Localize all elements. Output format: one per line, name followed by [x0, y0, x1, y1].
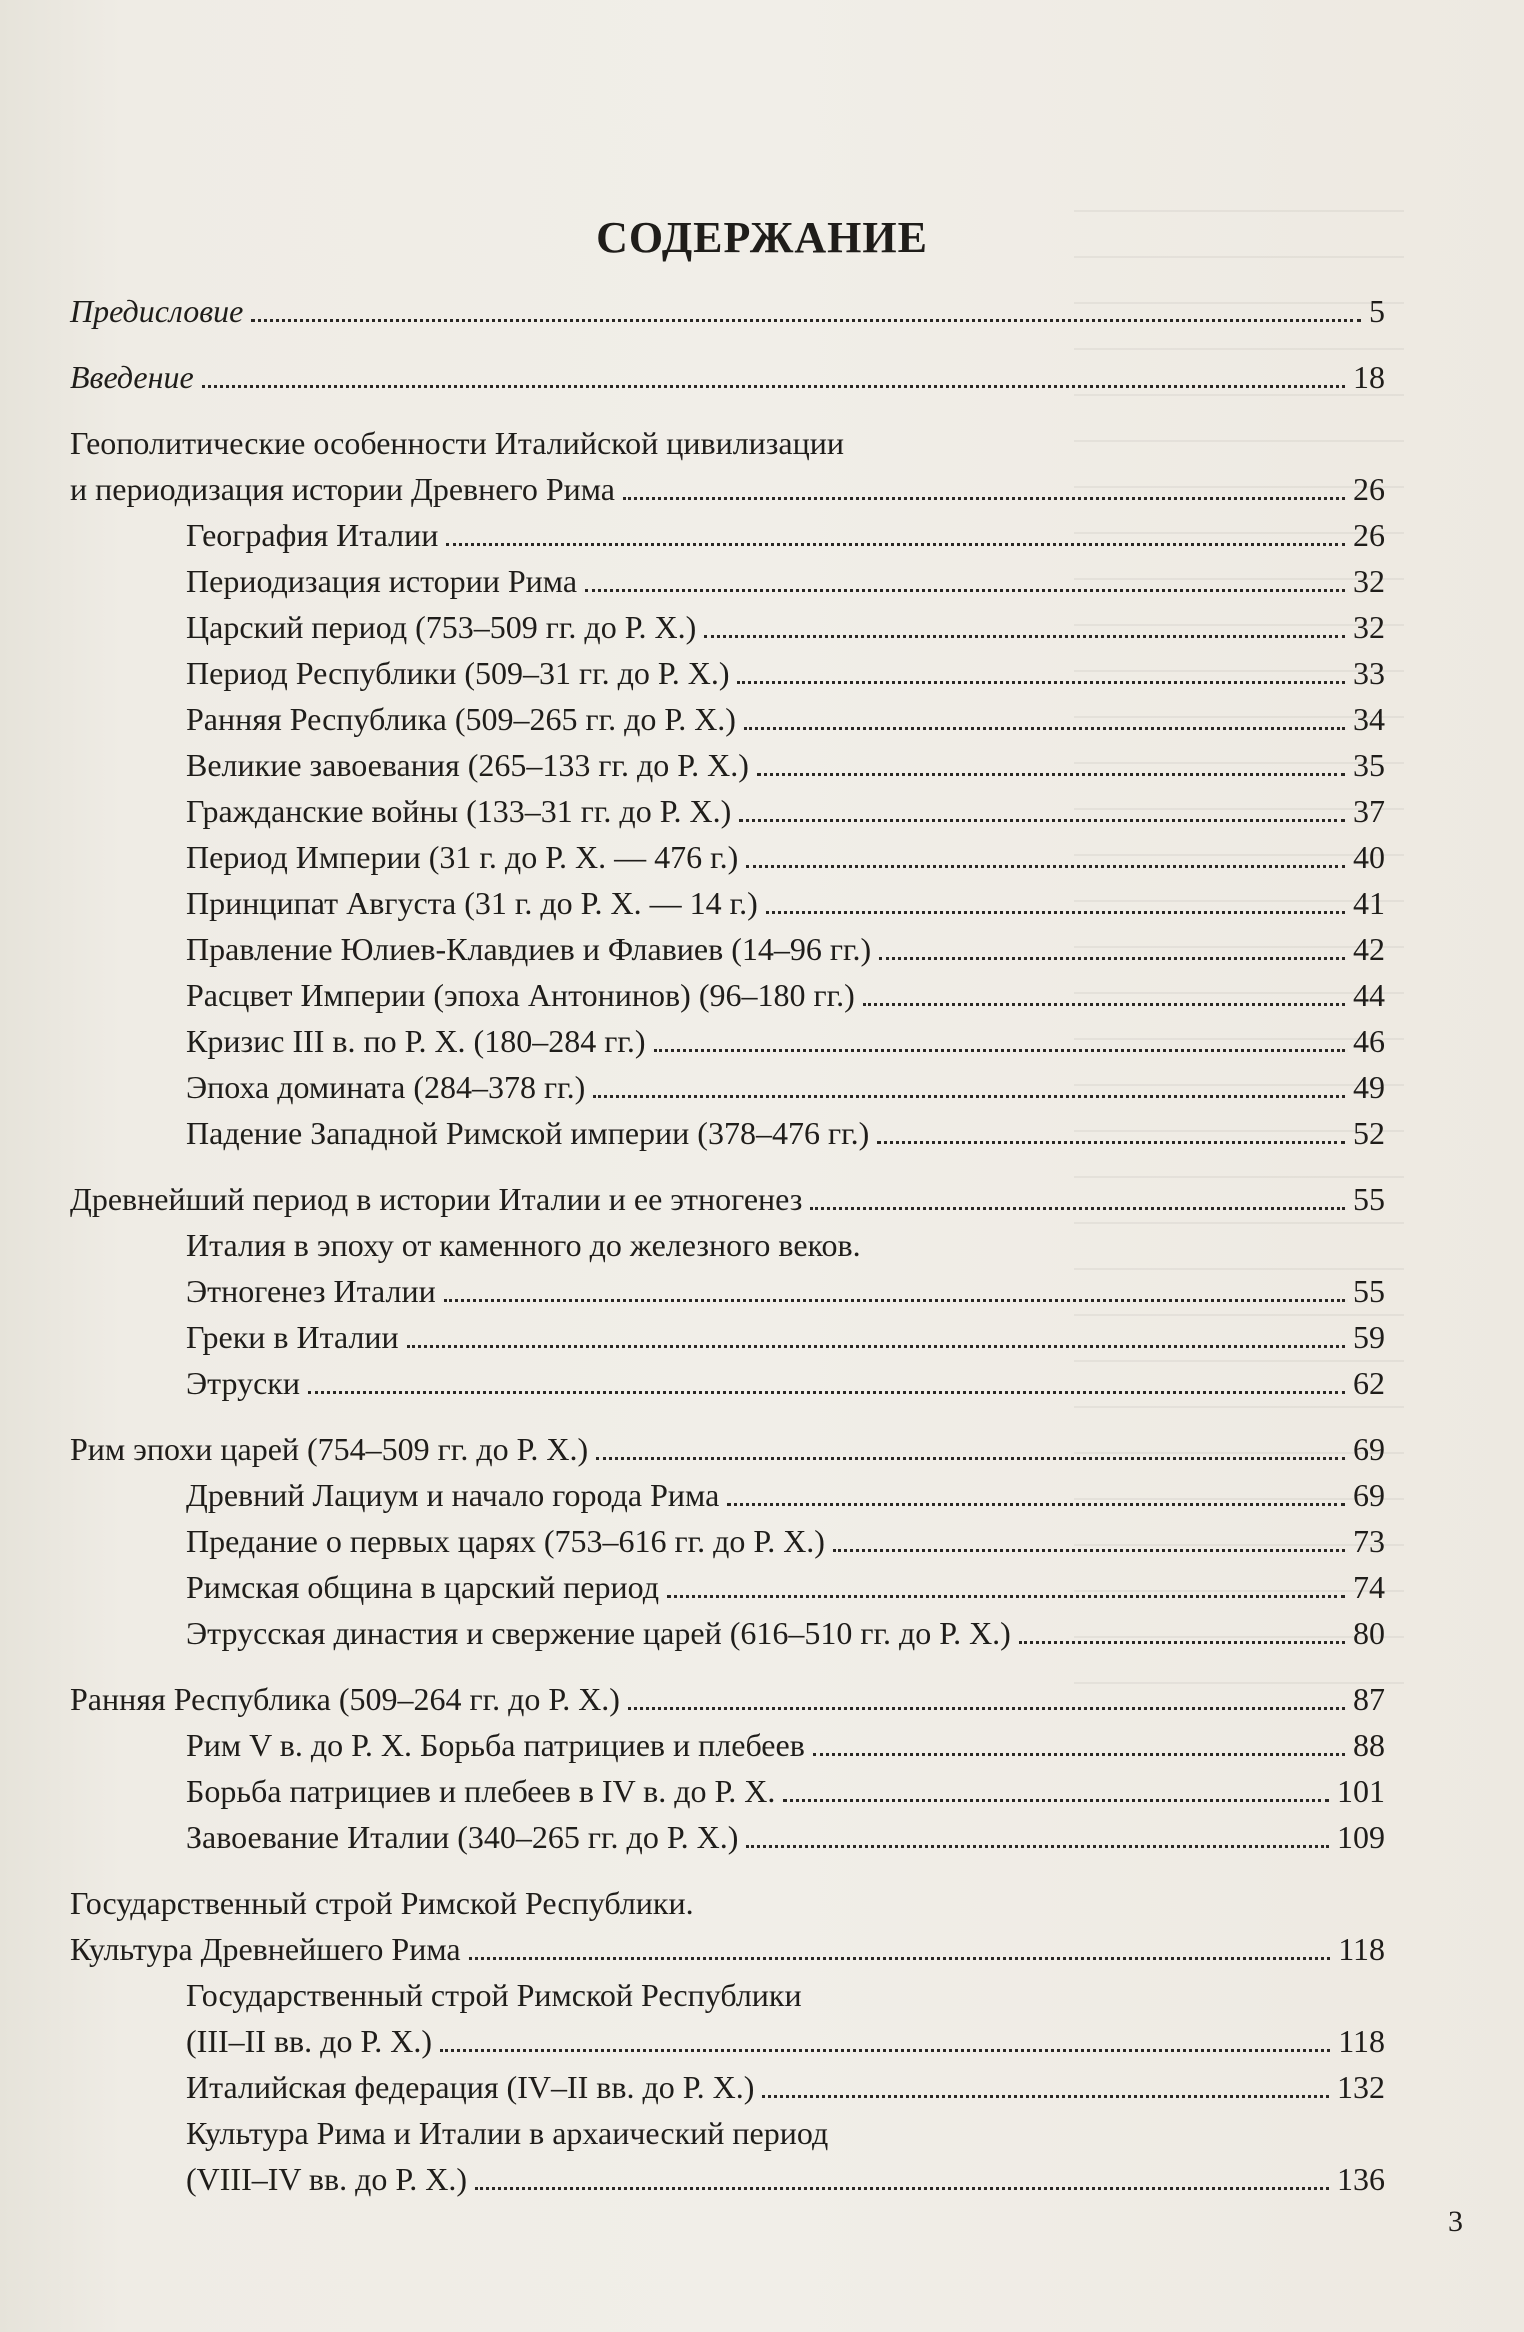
- toc-entry: [186, 696, 1385, 742]
- toc-entry: [186, 972, 1385, 1018]
- toc-entry-page: 87: [1353, 1681, 1385, 1717]
- toc-entry-title: Правление Юлиев-Клавдиев и Флавиев (14–96 гг.): [186, 931, 872, 967]
- toc-entry-title: (III–II вв. до Р. Х.): [186, 2023, 432, 2059]
- toc-entry: [186, 1972, 1385, 2018]
- dot-leader: [757, 772, 1345, 776]
- toc-entry-page: 40: [1353, 839, 1385, 875]
- dot-leader: [623, 496, 1345, 500]
- dot-leader: [766, 910, 1345, 914]
- toc-entry: [186, 1360, 1385, 1406]
- toc-entry-title: Римская община в царский период: [186, 1569, 659, 1605]
- toc-entry: [186, 1814, 1385, 1860]
- toc-entry: [186, 1518, 1385, 1564]
- toc-entry-page: 109: [1337, 1819, 1385, 1855]
- toc-entry-page: 55: [1353, 1273, 1385, 1309]
- toc-entry: [186, 1768, 1385, 1814]
- toc-entry-title: Борьба патрициев и плебеев в IV в. до Р. Х.: [186, 1773, 776, 1809]
- toc-entry-page: 69: [1353, 1431, 1385, 1467]
- toc-entry-page: 42: [1353, 931, 1385, 967]
- toc-entry: [186, 1564, 1385, 1610]
- toc-entry: [186, 558, 1385, 604]
- toc-entry: [70, 1176, 1385, 1222]
- dot-leader: [628, 1706, 1345, 1710]
- toc-entry: [186, 1722, 1385, 1768]
- toc-entry-page: 101: [1337, 1773, 1385, 1809]
- toc-entry-title: Введение: [70, 359, 194, 395]
- dot-leader: [407, 1344, 1345, 1348]
- toc-entry: [186, 1018, 1385, 1064]
- toc-entry-page: 52: [1353, 1115, 1385, 1151]
- dot-leader: [704, 634, 1345, 638]
- toc-entry-page: 32: [1353, 563, 1385, 599]
- toc-entry-page: 37: [1353, 793, 1385, 829]
- dot-leader: [746, 864, 1345, 868]
- toc-entry: [186, 788, 1385, 834]
- toc-entry-page: 69: [1353, 1477, 1385, 1513]
- toc-entry-page: 132: [1337, 2069, 1385, 2105]
- toc-entry-page: 49: [1353, 1069, 1385, 1105]
- page-number: 3: [1448, 2205, 1463, 2238]
- page-title: СОДЕРЖАНИЕ: [596, 213, 928, 262]
- toc-entry-title: Принципат Августа (31 г. до Р. Х. — 14 г.): [186, 885, 758, 921]
- toc-entry: [186, 926, 1385, 972]
- dot-leader: [469, 1956, 1331, 1960]
- toc-entry-title: Ранняя Республика (509–265 гг. до Р. Х.): [186, 701, 736, 737]
- dot-leader: [783, 1798, 1329, 1802]
- toc-entry: [70, 1426, 1385, 1472]
- dot-leader: [737, 680, 1345, 684]
- toc-entry-title: Древнейший период в истории Италии и ее этногенез: [70, 1181, 803, 1217]
- toc-entry-title: Предисловие: [70, 293, 244, 329]
- toc-entry: [186, 834, 1385, 880]
- dot-leader: [585, 588, 1345, 592]
- toc-entry: [70, 354, 1385, 400]
- toc-entry-page: 118: [1338, 2023, 1385, 2059]
- dot-leader: [475, 2186, 1329, 2190]
- toc-entry-title: Расцвет Империи (эпоха Антонинов) (96–180 гг.): [186, 977, 855, 1013]
- toc-entry: [186, 1110, 1385, 1156]
- toc-entry-page: 80: [1353, 1615, 1385, 1651]
- toc-entry-title: Геополитические особенности Италийской цивилизации: [70, 425, 844, 461]
- dot-leader: [596, 1456, 1345, 1460]
- toc-entry-page: 88: [1353, 1727, 1385, 1763]
- toc-entry-page: 62: [1353, 1365, 1385, 1401]
- toc-entry: [186, 1314, 1385, 1360]
- toc-entry-title: Этногенез Италии: [186, 1273, 436, 1309]
- toc-entry-title: Этруски: [186, 1365, 300, 1401]
- toc-entry-page: 33: [1353, 655, 1385, 691]
- toc-entry-page: 35: [1353, 747, 1385, 783]
- dot-leader: [833, 1548, 1345, 1552]
- dot-leader: [593, 1094, 1345, 1098]
- toc-entry-title: География Италии: [186, 517, 439, 553]
- toc-entry-title: Рим V в. до Р. Х. Борьба патрициев и плебеев: [186, 1727, 805, 1763]
- toc-entry: [186, 2064, 1385, 2110]
- toc-entry-page: 136: [1337, 2161, 1385, 2197]
- dot-leader: [1019, 1640, 1345, 1644]
- toc-entry-title: Ранняя Республика (509–264 гг. до Р. Х.): [70, 1681, 620, 1717]
- toc-entry-title: Кризис III в. по Р. Х. (180–284 гг.): [186, 1023, 646, 1059]
- toc-entry-title: и периодизация истории Древнего Рима: [70, 471, 615, 507]
- dot-leader: [863, 1002, 1345, 1006]
- toc-entry-title: Период Империи (31 г. до Р. Х. — 476 г.): [186, 839, 739, 875]
- toc-entry-title: Царский период (753–509 гг. до Р. Х.): [186, 609, 697, 645]
- toc-entry-title: Великие завоевания (265–133 гг. до Р. Х.): [186, 747, 749, 783]
- toc-entry: [70, 288, 1385, 334]
- dot-leader: [446, 542, 1345, 546]
- dot-leader: [727, 1502, 1345, 1506]
- toc-entry-page: 26: [1353, 471, 1385, 507]
- toc-entry-page: 46: [1353, 1023, 1385, 1059]
- toc-entry-title: Италийская федерация (IV–II вв. до Р. Х.): [186, 2069, 755, 2105]
- toc-entry: [186, 2110, 1385, 2156]
- dot-leader: [813, 1752, 1345, 1756]
- toc-entry: [186, 2018, 1385, 2064]
- dot-leader: [746, 1844, 1329, 1848]
- toc-entry-page: 18: [1353, 359, 1385, 395]
- dot-leader: [762, 2094, 1329, 2098]
- toc-entry: [70, 466, 1385, 512]
- dot-leader: [877, 1140, 1345, 1144]
- toc-entry-page: 5: [1369, 293, 1385, 329]
- toc-entry-page: 32: [1353, 609, 1385, 645]
- dot-leader: [251, 318, 1361, 322]
- toc-entry-title: Падение Западной Римской империи (378–476 гг.): [186, 1115, 870, 1151]
- toc-entry-title: Государственный строй Римской Республики.: [70, 1885, 694, 1921]
- toc-entry: [186, 1268, 1385, 1314]
- toc-entry: [186, 1610, 1385, 1656]
- dot-leader: [879, 956, 1345, 960]
- toc-entry-title: Культура Древнейшего Рима: [70, 1931, 461, 1967]
- toc-entry-title: Гражданские войны (133–31 гг. до Р. Х.): [186, 793, 732, 829]
- table-of-contents: [70, 288, 1385, 2202]
- toc-entry-title: Этрусская династия и свержение царей (616–510 гг. до Р. Х.): [186, 1615, 1011, 1651]
- toc-entry-title: (VIII–IV вв. до Р. Х.): [186, 2161, 467, 2197]
- toc-entry-page: 34: [1353, 701, 1385, 737]
- toc-entry-title: Культура Рима и Италии в архаический период: [186, 2115, 829, 2151]
- toc-entry-page: 55: [1353, 1181, 1385, 1217]
- toc-entry: [186, 512, 1385, 558]
- toc-entry-title: Греки в Италии: [186, 1319, 399, 1355]
- dot-leader: [810, 1206, 1345, 1210]
- dot-leader: [667, 1594, 1345, 1598]
- toc-entry-title: Завоевание Италии (340–265 гг. до Р. Х.): [186, 1819, 739, 1855]
- toc-entry: [186, 604, 1385, 650]
- toc-entry: [70, 1880, 1385, 1926]
- toc-entry: [186, 1222, 1385, 1268]
- dot-leader: [444, 1298, 1345, 1302]
- toc-entry: [70, 1926, 1385, 1972]
- toc-entry: [186, 650, 1385, 696]
- toc-entry-page: 41: [1353, 885, 1385, 921]
- toc-entry: [186, 1472, 1385, 1518]
- toc-entry: [70, 1676, 1385, 1722]
- toc-entry-page: 59: [1353, 1319, 1385, 1355]
- toc-entry: [70, 420, 1385, 466]
- dot-leader: [739, 818, 1345, 822]
- dot-leader: [202, 384, 1345, 388]
- toc-entry: [186, 742, 1385, 788]
- dot-leader: [440, 2048, 1330, 2052]
- toc-entry-title: Государственный строй Римской Республики: [186, 1977, 802, 2013]
- toc-entry: [186, 2156, 1385, 2202]
- toc-entry-title: Период Республики (509–31 гг. до Р. Х.): [186, 655, 730, 691]
- toc-entry: [186, 880, 1385, 926]
- dot-leader: [744, 726, 1345, 730]
- toc-entry-title: Предание о первых царях (753–616 гг. до Р. Х.): [186, 1523, 825, 1559]
- toc-entry: [186, 1064, 1385, 1110]
- dot-leader: [654, 1048, 1346, 1052]
- toc-entry-page: 74: [1353, 1569, 1385, 1605]
- toc-entry-title: Италия в эпоху от каменного до железного веков.: [186, 1227, 861, 1263]
- toc-entry-title: Периодизация истории Рима: [186, 563, 578, 599]
- toc-entry-page: 44: [1353, 977, 1385, 1013]
- toc-entry-page: 73: [1353, 1523, 1385, 1559]
- toc-entry-page: 118: [1338, 1931, 1385, 1967]
- toc-entry-title: Древний Лациум и начало города Рима: [186, 1477, 720, 1513]
- toc-entry-page: 26: [1353, 517, 1385, 553]
- toc-entry-title: Рим эпохи царей (754–509 гг. до Р. Х.): [70, 1431, 589, 1467]
- toc-entry-title: Эпоха домината (284–378 гг.): [186, 1069, 586, 1105]
- dot-leader: [308, 1390, 1345, 1394]
